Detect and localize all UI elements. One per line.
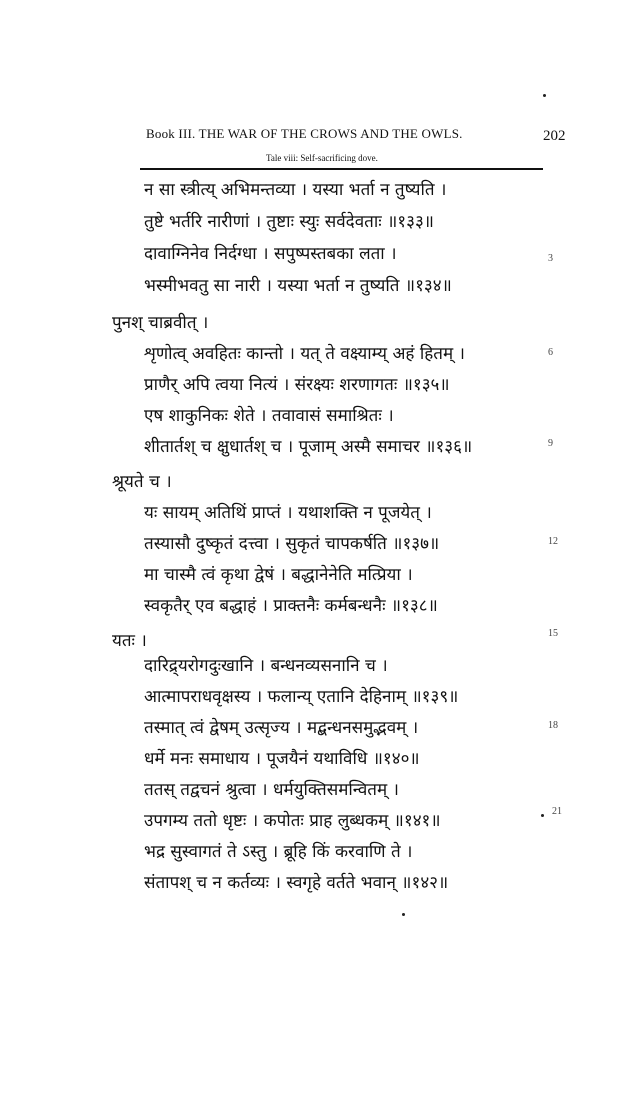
text-line: उपगम्य ततो धृष्टः । कपोतः प्राह लुब्धकम् ॥१४१॥ — [144, 811, 441, 831]
tale-subtitle: Tale viii: Self-sacrificing dove. — [266, 153, 378, 163]
margin-line-number: 18 — [548, 720, 558, 731]
text-line: तुष्टे भर्तरि नारीणां । तुष्टाः स्युः सर्वदेवताः ॥१३३॥ — [144, 212, 434, 232]
margin-line-number: 9 — [548, 438, 553, 449]
text-line: तस्यासौ दुष्कृतं दत्त्वा । सुकृतं चापकर्षति ॥१३७॥ — [144, 534, 440, 554]
text-line: धर्मे मनः समाधाय । पूजयैनं यथाविधि ॥१४०॥ — [144, 749, 420, 769]
text-line: शीतार्तश् च क्षुधार्तश् च । पूजाम् अस्मै समाचर ॥१३६॥ — [144, 437, 473, 457]
text-line: भस्मीभवतु सा नारी । यस्या भर्ता न तुष्यति ॥१३४॥ — [144, 276, 452, 296]
text-line: दारिद्र्यरोगदुःखानि । बन्धनव्यसनानि च । — [144, 656, 388, 676]
margin-line-number: 15 — [548, 628, 558, 639]
header-rule — [140, 168, 543, 170]
text-line: दावाग्निनेव निर्दग्धा । सपुष्पस्तबका लता । — [144, 244, 397, 264]
text-line: न सा स्त्रीत्य् अभिमन्तव्या । यस्या भर्ता न तुष्यति । — [144, 180, 447, 200]
text-line: यः सायम् अतिथिं प्राप्तं । यथाशक्ति न पूजयेत् । — [144, 503, 432, 523]
text-line-heading: यतः । — [112, 631, 147, 651]
margin-line-number: 3 — [548, 253, 553, 264]
text-line: संतापश् च न कर्तव्यः । स्वगृहे वर्तते भवान् ॥१४२॥ — [144, 873, 449, 893]
text-line: प्राणैर् अपि त्वया नित्यं । संरक्ष्यः शरणागतः ॥१३५॥ — [144, 375, 450, 395]
text-line: स्वकृतैर् एव बद्धाहं । प्राक्तनैः कर्मबन्धनैः ॥१३८॥ — [144, 596, 438, 616]
text-line: आत्मापराधवृक्षस्य । फलान्य् एतानि देहिनाम् ॥१३९॥ — [144, 687, 459, 707]
running-title: Book III. THE WAR OF THE CROWS AND THE OWLS. — [146, 126, 463, 141]
text-line: मा चास्मै त्वं कृथा द्वेषं । बद्धानेनेति मत्प्रिया । — [144, 565, 413, 585]
text-line: शृणोत्व् अवहितः कान्तो । यत् ते वक्ष्याम्य् अहं हितम् । — [144, 344, 465, 364]
text-line: भद्र सुस्वागतं ते ऽस्तु । ब्रूहि किं करवाणि ते । — [144, 842, 413, 862]
scan-speck — [543, 94, 546, 97]
scan-speck — [402, 913, 405, 916]
text-line: ततस् तद्वचनं श्रुत्वा । धर्मयुक्तिसमन्वितम् । — [144, 780, 400, 800]
page-number: 202 — [543, 128, 566, 144]
scan-speck — [541, 814, 544, 817]
text-line-heading: श्रूयते च । — [112, 472, 172, 492]
text-line: एष शाकुनिकः शेते । तवावासं समाश्रितः । — [144, 406, 394, 426]
text-line: तस्मात् त्वं द्वेषम् उत्सृज्य । मद्बन्धनसमुद्भवम् । — [144, 718, 419, 738]
margin-line-number: 6 — [548, 347, 553, 358]
text-line-heading: पुनश् चाब्रवीत् । — [112, 313, 209, 333]
margin-line-number: 12 — [548, 536, 558, 547]
margin-line-number: 21 — [552, 806, 562, 817]
